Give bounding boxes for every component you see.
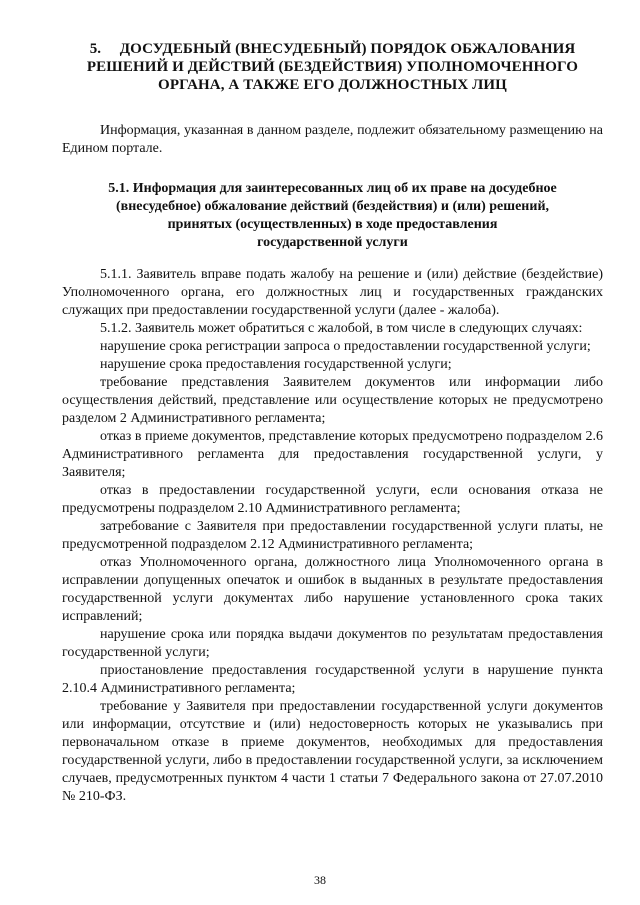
subsection-heading-line-1: 5.1. Информация для заинтересованных лиц об их праве на досудебное — [108, 181, 557, 196]
list-item: отказ Уполномоченного органа, должностного лица Уполномоченного органа в исправлении допущенных опечаток и ошибок в выданных в результате предоставления государственной услуги документах либо нарушение установленного срока таких исправлений; — [62, 555, 603, 624]
intro-paragraph: Информация, указанная в данном разделе, подлежит обязательному размещению на Едином портале. — [62, 123, 603, 156]
list-item: затребование с Заявителя при предоставлении государственной услуги платы, не предусмотренной подразделом 2.12 Административного регламента; — [62, 519, 603, 552]
list-item: нарушение срока регистрации запроса о предоставлении государственной услуги; — [100, 339, 591, 354]
subsection-heading-line-2: (внесудебное) обжалование действий (бездействия) и (или) решений, — [115, 199, 550, 214]
list-item: отказ в приеме документов, представление которых предусмотрено подразделом 2.6 Административного регламента для предоставления государственной услуги, у Заявителя; — [62, 429, 603, 480]
section-heading-line-1: ДОСУДЕБНЫЙ (ВНЕСУДЕБНЫЙ) ПОРЯДОК ОБЖАЛОВАНИЯ — [119, 41, 576, 57]
subsection-heading-line-4: государственной услуги — [257, 235, 408, 250]
list-item: приостановление предоставления государственной услуги в нарушение пункта 2.10.4 Административного регламента; — [62, 663, 603, 696]
subsection-heading — [62, 180, 603, 252]
list-item: требование у Заявителя при предоставлении государственной услуги документов или информации, отсутствие и (или) недостоверность которых не указывались при первоначальном отказе в приеме документов, необходимых для предоставления государственной услуги, либо в предоставлении государственной услуги, за исключением случаев, предусмотренных пунктом 4 части 1 статьи 7 Федерального закона от 27.07.2010 № 210-ФЗ. — [62, 699, 603, 804]
paragraph-5-1-1: 5.1.1. Заявитель вправе подать жалобу на решение и (или) действие (бездействие) Уполномоченного органа, его должностных лиц и государственных гражданских служащих при предоставлении государственной услуги (далее - жалоба). — [62, 267, 603, 318]
section-heading-line-2: РЕШЕНИЙ И ДЕЙСТВИЙ (БЕЗДЕЙСТВИЯ) УПОЛНОМОЧЕННОГО — [86, 59, 579, 75]
list-item: требование представления Заявителем документов или информации либо осуществления действий, представление или осуществление которых не предусмотрено разделом 2 Административного регламента; — [62, 375, 603, 426]
subsection-heading-line-3: принятых (осуществленных) в ходе предоставления — [167, 217, 498, 232]
section-heading-line-3: ОРГАНА, А ТАКЖЕ ЕГО ДОЛЖНОСТНЫХ ЛИЦ — [158, 77, 507, 93]
section-number: 5. — [89, 41, 102, 57]
list-item: отказ в предоставлении государственной услуги, если основания отказа не предусмотрены подразделом 2.10 Административного регламента; — [62, 483, 603, 516]
body-text — [62, 266, 603, 806]
paragraph-5-1-2: 5.1.2. Заявитель может обратиться с жалобой, в том числе в следующих случаях: — [100, 321, 583, 336]
section-heading — [62, 40, 603, 94]
page-number: 38 — [314, 873, 326, 887]
list-item: нарушение срока предоставления государственной услуги; — [100, 357, 452, 372]
list-item: нарушение срока или порядка выдачи документов по результатам предоставления государственной услуги; — [62, 627, 603, 660]
